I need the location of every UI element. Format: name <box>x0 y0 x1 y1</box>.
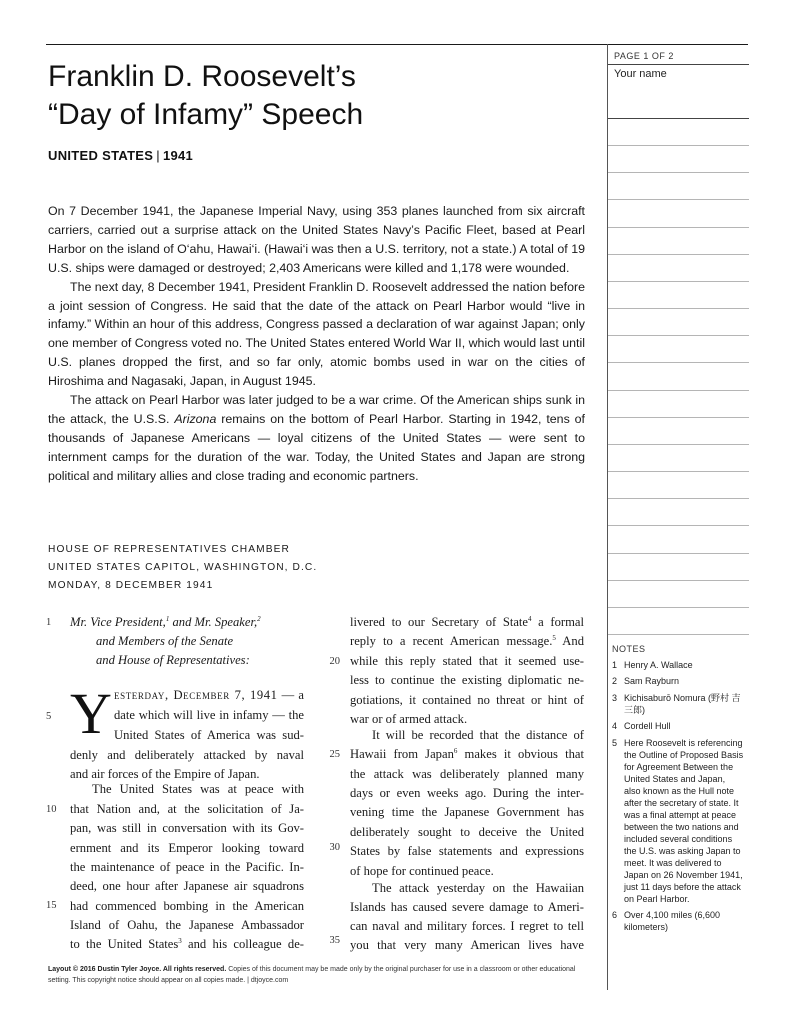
note-writing-line[interactable] <box>608 335 749 336</box>
name-field-rule[interactable] <box>608 118 749 119</box>
speech-line: war or of armed attack. <box>350 712 468 726</box>
speech-line: The United States was at peace with <box>92 782 304 796</box>
intro-text <box>48 202 585 486</box>
speech-text-fragment: Hawaii from Japan <box>350 747 454 761</box>
footnote-item <box>612 720 744 732</box>
speech-line: deed, one hour after Japanese air squadrons <box>70 879 304 893</box>
notes-heading: NOTES <box>612 644 646 654</box>
salutation-text: and Mr. Speaker, <box>169 615 258 629</box>
footnote-marker: 3 <box>178 936 182 945</box>
footnote-item <box>612 675 744 687</box>
footnote-text: Kichisaburō Nomura (野村 吉三郎) <box>624 692 741 715</box>
note-writing-line[interactable] <box>608 580 749 581</box>
document-header <box>48 58 588 163</box>
subtitle <box>48 148 588 163</box>
footnote-marker: 1 <box>165 614 170 623</box>
speech-text-fragment: to the United States <box>70 937 179 951</box>
note-writing-line[interactable] <box>608 444 749 445</box>
footnote-text: Cordell Hull <box>624 721 671 732</box>
speech-line <box>350 745 584 765</box>
location-line-1: HOUSE OF REPRESENTATIVES CHAMBER <box>48 544 290 555</box>
line-number: 1 <box>46 617 52 628</box>
intro-p3-part-a: The attack on Pearl Harbor was later judged to be a war crime. Of the American ships sunk in the attack, the U.S.S. <box>48 393 585 426</box>
speech-line <box>350 632 584 652</box>
location-line-2: UNITED STATES CAPITOL, WASHINGTON, D.C. <box>48 562 318 573</box>
intro-paragraph-1: On 7 December 1941, the Japanese Imperial Navy, using 353 planes launched from six aircraft carriers, carried out a surprise attack on the United States Navy’s Pacific Fleet, based at Pearl Harbor on the island of O‘ahu, Hawai‘i. (Hawai‘i was then a U.S. territory, not a state.) A total of 19 U.S. ships were damaged or destroyed; 2,403 Americans were killed and 1,178 were wounded. <box>48 204 585 275</box>
speech-text-fragment: And <box>555 634 584 648</box>
your-name-field-label: Your name <box>614 68 667 80</box>
intro-paragraph-3 <box>48 391 585 486</box>
title-line-1: Franklin D. Roosevelt’s <box>48 60 356 93</box>
speech-line: had commenced bombing in the American <box>70 899 304 913</box>
note-writing-line[interactable] <box>608 145 749 146</box>
salutation-line: and House of Representatives: <box>96 653 250 667</box>
note-writing-line[interactable] <box>608 172 749 173</box>
footnotes-list <box>612 659 744 937</box>
note-writing-line[interactable] <box>608 498 749 499</box>
salutation-line: and Members of the Senate <box>96 634 234 648</box>
note-writing-line[interactable] <box>608 281 749 282</box>
speech-line: date which will live in infamy — the <box>114 708 304 722</box>
speech-line: the attack was deliberately planned many <box>350 767 584 781</box>
footnote-marker: 2 <box>257 614 261 623</box>
speech-line: can naval and military forces. I regret to tell <box>350 919 584 933</box>
speech-line: while this reply stated that it seemed use- <box>350 654 584 668</box>
speech-line: The attack yesterday on the Hawaiian <box>372 881 584 895</box>
speech-line: ernment and its Emperor looking toward <box>70 841 304 855</box>
note-writing-line[interactable] <box>608 390 749 391</box>
copyright-footer <box>48 964 588 986</box>
footnote-number: 3 <box>612 692 618 703</box>
line-number: 30 <box>329 842 340 853</box>
footnote-item <box>612 692 744 716</box>
drop-cap: Y <box>70 681 112 746</box>
speech-line: Islands has caused severe damage to Ameri- <box>350 900 584 914</box>
note-writing-line[interactable] <box>608 607 749 608</box>
speech-line: pan, was still in conversation with its Gov- <box>70 821 304 835</box>
speech-line: vening time the Japanese Government has <box>350 805 584 819</box>
note-writing-line[interactable] <box>608 417 749 418</box>
note-writing-line[interactable] <box>608 553 749 554</box>
sidebar <box>607 44 748 990</box>
intro-p3-part-b: remains on the bottom of Pearl Harbor. Starting in 1942, tens of thousands of Japanese Americans — loyal citizens of the United States — were sent to internment camps for the duration of the war. Today, the United States and Japan are strong political and military allies and close trading and economic partners. <box>48 411 585 483</box>
footnote-item <box>612 659 744 671</box>
footnote-number: 6 <box>612 909 618 920</box>
speech-line: and air forces of the Empire of Japan. <box>70 767 260 781</box>
footnote-item <box>612 909 744 933</box>
note-writing-line[interactable] <box>608 471 749 472</box>
notes-top-rule <box>608 634 749 635</box>
speech-line: you that very many American lives have <box>350 938 584 952</box>
footnote-marker: 4 <box>528 614 532 623</box>
ship-name: Arizona <box>174 411 217 426</box>
speech-text-fragment: livered to our Secretary of State <box>350 615 529 629</box>
footnote-item <box>612 737 744 905</box>
speech-line: deliberately sought to deceive the United <box>350 825 584 839</box>
page-label: PAGE 1 OF 2 <box>614 51 674 61</box>
small-caps-text: esterday, December 7, 1941 <box>114 688 278 702</box>
speech-line: of hope for continued peace. <box>350 864 494 878</box>
speech-text-fragment: — a <box>277 688 304 702</box>
salutation-line <box>70 613 304 633</box>
country: UNITED STATES <box>48 148 154 163</box>
year: 1941 <box>162 148 194 163</box>
note-writing-line[interactable] <box>608 362 749 363</box>
speech-location <box>48 541 448 595</box>
note-writing-line[interactable] <box>608 254 749 255</box>
note-writing-line[interactable] <box>608 227 749 228</box>
footnote-marker: 5 <box>552 633 556 642</box>
speech-line: denly and deliberately attacked by naval <box>70 748 304 762</box>
speech-text-fragment: makes it obvious that <box>457 747 584 761</box>
line-number: 25 <box>329 749 340 760</box>
footnote-text: Here Roosevelt is referencing the Outline of Proposed Basis for Agreement Between the United States and Japan, also known as the Hull note after the secretary of state. It was a final attempt at peace between the two nations and included several conditions the U.S. was asking Japan to meet. It was delivered to Japan on 26 November 1941, just 11 days before the attack on Pearl Harbor. <box>624 737 744 904</box>
copyright-text: Copies of this document may be made only by the original purchaser for use in a classroom or other educational setting. This copyright notice should appear on all copies made. | dtjoyce.com <box>48 966 576 984</box>
speech-line: Island of Oahu, the Japanese Ambassador <box>70 918 304 932</box>
footnote-text: Over 4,100 miles (6,600 kilometers) <box>624 909 721 932</box>
footnote-text: Henry A. Wallace <box>624 660 693 670</box>
speech-line: United States of America was sud- <box>114 728 304 742</box>
copyright-bold: Layout © 2016 Dustin Tyler Joyce. All rights reserved. <box>48 966 227 973</box>
speech-line: the maintenance of peace in the Pacific. In- <box>70 860 304 874</box>
footnote-text: Sam Rayburn <box>624 676 680 687</box>
speech-line <box>114 686 304 706</box>
title-line-2: “Day of Infamy” Speech <box>48 98 364 131</box>
speech-line: that Nation and, at the solicitation of Ja- <box>70 802 304 816</box>
separator: | <box>156 148 160 163</box>
page-label-rule <box>608 64 749 65</box>
footnote-number: 2 <box>612 676 618 687</box>
line-number: 10 <box>46 804 57 815</box>
intro-paragraph-2: The next day, 8 December 1941, President Franklin D. Roosevelt addressed the nation before a joint session of Congress. He said that the date of the attack on Pearl Harbor would “live in infamy.” Within an hour of this address, Congress passed a declaration of war against Japan; only one member of Congress voted no. The United States entered World War II, which would last until U.S. planes dropped the first, and so far only, atomic bombs used in war on the cities of Hiroshima and Nagasaki, Japan, in August 1945. <box>48 279 585 389</box>
salutation-text: Mr. Vice President, <box>70 615 166 629</box>
speech-line <box>70 935 304 955</box>
note-writing-line[interactable] <box>608 199 749 200</box>
speech-line <box>350 613 584 633</box>
speech-text <box>48 613 588 953</box>
speech-line: less to continue the existing diplomatic ne- <box>350 673 584 687</box>
speech-text-fragment: and his colleague de- <box>181 937 304 951</box>
footnote-marker: 6 <box>453 746 458 755</box>
footnote-number: 5 <box>612 737 618 748</box>
line-number: 15 <box>46 900 57 911</box>
speech-line: It will be recorded that the distance of <box>372 728 584 742</box>
speech-line: days or even weeks ago. During the inter- <box>350 786 584 800</box>
footnote-number: 4 <box>612 721 618 732</box>
line-number: 35 <box>329 935 340 946</box>
speech-text-fragment: reply to a recent American message. <box>350 634 553 648</box>
line-number: 5 <box>46 711 52 722</box>
line-number: 20 <box>329 656 340 667</box>
speech-line: gotiations, it contained no threat or hint of <box>350 693 584 707</box>
footnote-number: 1 <box>612 660 618 670</box>
page-title <box>48 58 588 134</box>
speech-text-fragment: a formal <box>531 615 584 629</box>
speech-line: States by false statements and expressions <box>350 844 584 858</box>
note-writing-line[interactable] <box>608 525 749 526</box>
note-writing-line[interactable] <box>608 308 749 309</box>
location-line-3: MONDAY, 8 DECEMBER 1941 <box>48 580 214 591</box>
